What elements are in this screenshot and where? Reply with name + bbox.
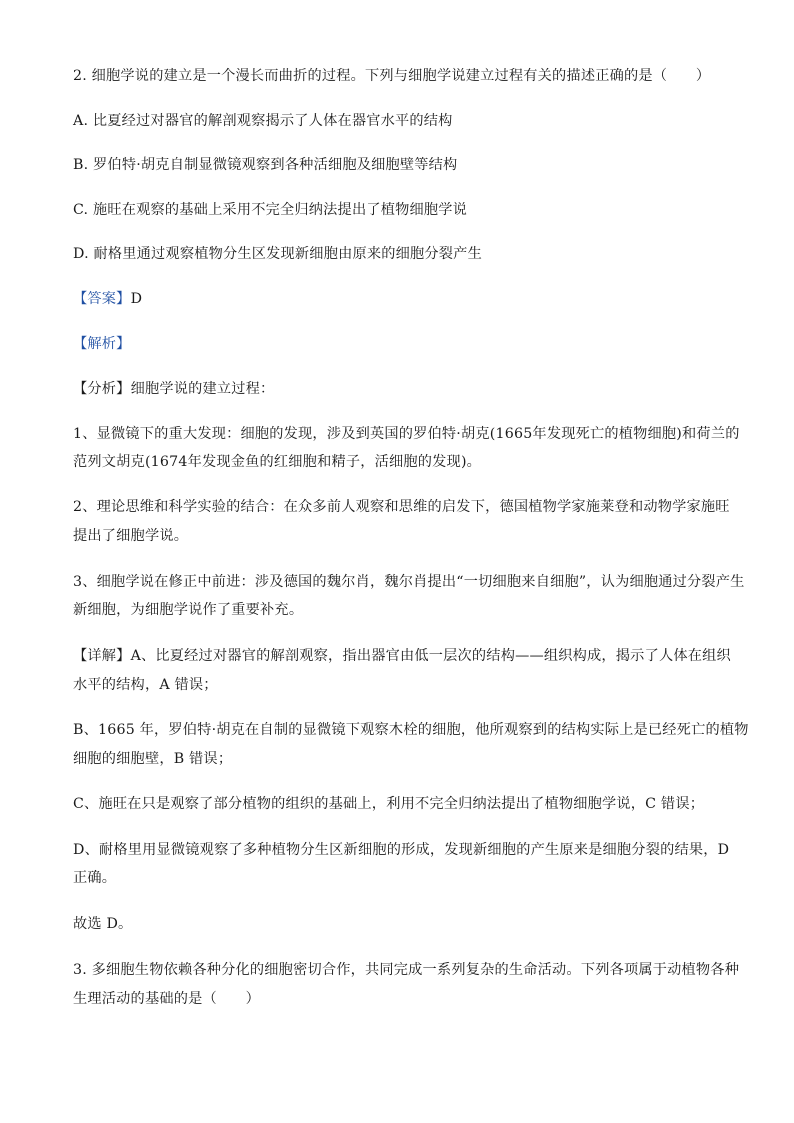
- question-2-option-a: A. 比夏经过对器官的解剖观察揭示了人体在器官水平的结构: [73, 113, 453, 129]
- question-3-stem-line-2: 生理活动的基础的是（ ）: [73, 991, 261, 1007]
- analysis-point-3-line-2: 新细胞，为细胞学说作了重要补充。: [73, 602, 304, 618]
- analysis-intro-tag: 【分析】: [73, 381, 131, 397]
- answer-tag: 【答案】: [73, 291, 131, 307]
- analysis-point-3-line-1: 3、细胞学说在修正中前进：涉及德国的魏尔肖，魏尔肖提出“一切细胞来自细胞”，认为细胞通过分裂产生: [73, 574, 745, 590]
- detail-a-line-1: [73, 646, 731, 666]
- analysis-tag: 【解析】: [73, 336, 131, 352]
- detail-c-line-1: C、施旺在只是观察了部分植物的组织的基础上，利用不完全归纳法提出了植物细胞学说，C 错误；: [73, 796, 705, 812]
- analysis-point-2-line-1: 2、理论思维和科学实验的结合：在众多前人观察和思维的启发下，德国植物学家施莱登和动物学家施旺: [73, 499, 730, 515]
- analysis-intro: [73, 379, 274, 399]
- analysis-point-2-line-2: 提出了细胞学说。: [73, 528, 189, 544]
- analysis-intro-text: 细胞学说的建立过程：: [130, 381, 275, 397]
- detail-tag: 【详解】: [73, 648, 131, 664]
- analysis-point-1-line-2: 范列文胡克(1674年发现金鱼的红细胞和精子，活细胞的发现)。: [73, 454, 482, 470]
- question-2-option-c: C. 施旺在观察的基础上采用不完全归纳法提出了植物细胞学说: [73, 202, 468, 218]
- answer-value: D: [130, 291, 143, 307]
- answer-line: [73, 289, 142, 309]
- detail-d-line-2: 正确。: [73, 870, 117, 886]
- detail-a-text: A、比夏经过对器官的解剖观察，指出器官由低一层次的结构——组织构成，揭示了人体在组织: [130, 648, 731, 664]
- question-3-stem-line-1: 3. 多细胞生物依赖各种分化的细胞密切合作，共同完成一系列复杂的生命活动。下列各项属于动植物各种: [73, 962, 740, 978]
- conclusion: 故选 D。: [73, 916, 133, 932]
- question-2-option-d: D. 耐格里通过观察植物分生区发现新细胞由原来的细胞分裂产生: [73, 246, 482, 262]
- detail-b-line-2: 细胞的细胞壁，B 错误；: [73, 751, 233, 767]
- question-2-option-b: B. 罗伯特·胡克自制显微镜观察到各种活细胞及细胞壁等结构: [73, 157, 458, 173]
- detail-d-line-1: D、耐格里用显微镜观察了多种植物分生区新细胞的形成，发现新细胞的产生原来是细胞分裂的结果，D: [73, 842, 730, 858]
- analysis-point-1-line-1: 1、显微镜下的重大发现：细胞的发现，涉及到英国的罗伯特·胡克(1665年发现死亡的植物细胞)和荷兰的: [73, 426, 740, 442]
- detail-b-line-1: B、1665 年，罗伯特·胡克在自制的显微镜下观察木栓的细胞，他所观察到的结构实际上是已经死亡的植物: [73, 722, 749, 738]
- detail-a-line-2: 水平的结构，A 错误；: [73, 677, 218, 693]
- question-2-stem: 2. 细胞学说的建立是一个漫长而曲折的过程。下列与细胞学说建立过程有关的描述正确的是（ ）: [73, 68, 711, 84]
